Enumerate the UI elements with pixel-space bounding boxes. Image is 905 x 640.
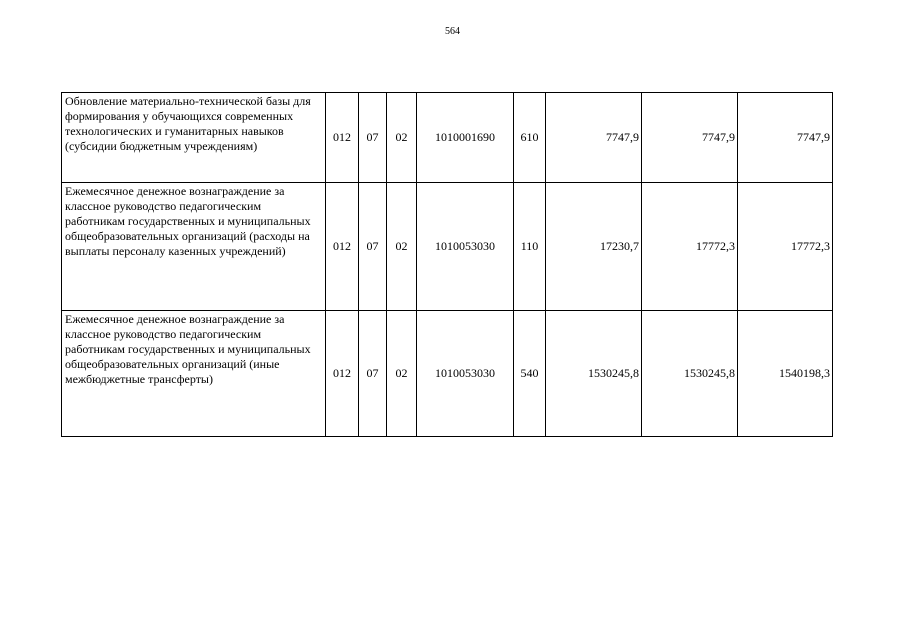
target-article-cell: 1010053030 xyxy=(417,183,514,311)
table-row xyxy=(62,311,833,437)
ministry-code-cell: 012 xyxy=(326,183,359,311)
section-code-cell: 07 xyxy=(359,183,387,311)
amount-2-cell: 17772,3 xyxy=(642,183,738,311)
section-code-cell: 07 xyxy=(359,311,387,437)
amount-1-cell: 17230,7 xyxy=(546,183,642,311)
ministry-code-cell: 012 xyxy=(326,311,359,437)
target-article-cell: 1010001690 xyxy=(417,93,514,183)
subsection-code-cell: 02 xyxy=(387,183,417,311)
amount-3-cell: 17772,3 xyxy=(738,183,833,311)
table-row xyxy=(62,93,833,183)
ministry-code-cell: 012 xyxy=(326,93,359,183)
expense-type-cell: 110 xyxy=(514,183,546,311)
budget-table xyxy=(61,92,833,437)
amount-1-cell: 7747,9 xyxy=(546,93,642,183)
amount-2-cell: 7747,9 xyxy=(642,93,738,183)
expense-type-cell: 610 xyxy=(514,93,546,183)
amount-2-cell: 1530245,8 xyxy=(642,311,738,437)
section-code-cell: 07 xyxy=(359,93,387,183)
subsection-code-cell: 02 xyxy=(387,93,417,183)
row-name-cell: Ежемесячное денежное вознаграждение за классное руководство педагогическим работникам государственных и муниципальных общеобразовательных организаций (расходы на выплаты персоналу казенных учреждений) xyxy=(62,183,326,311)
amount-3-cell: 7747,9 xyxy=(738,93,833,183)
row-name-cell: Обновление материально-технической базы для формирования у обучающихся современных технологических и гуманитарных навыков (субсидии бюджетным учреждениям) xyxy=(62,93,326,183)
row-name-cell: Ежемесячное денежное вознаграждение за классное руководство педагогическим работникам государственных и муниципальных общеобразовательных организаций (иные межбюджетные трансферты) xyxy=(62,311,326,437)
amount-3-cell: 1540198,3 xyxy=(738,311,833,437)
table-row xyxy=(62,183,833,311)
amount-1-cell: 1530245,8 xyxy=(546,311,642,437)
target-article-cell: 1010053030 xyxy=(417,311,514,437)
expense-type-cell: 540 xyxy=(514,311,546,437)
page-number: 564 xyxy=(445,26,460,37)
subsection-code-cell: 02 xyxy=(387,311,417,437)
